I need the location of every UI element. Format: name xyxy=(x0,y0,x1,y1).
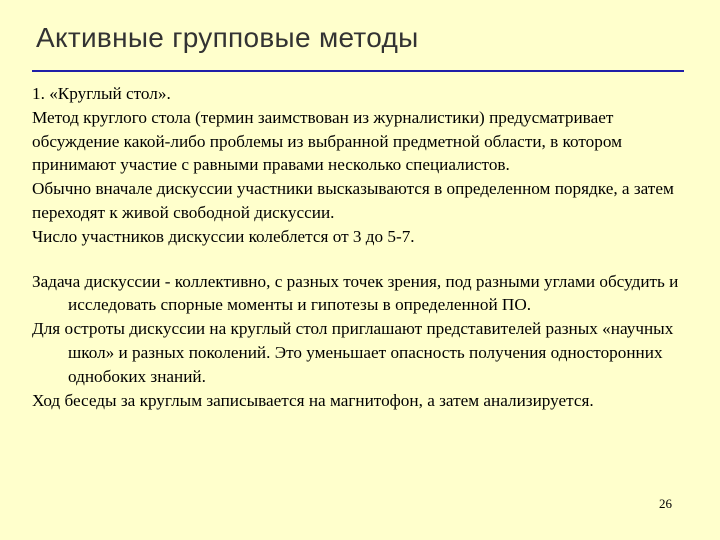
list-item: Ход беседы за круглым записывается на магнитофон, а затем анализируется. xyxy=(32,390,594,410)
body-paragraph: Обычно вначале дискуссии участники высказываются в определенном порядке, а затем переходят к живой свободной дискуссии. xyxy=(32,179,674,222)
list-item: Задача дискуссии - коллективно, с разных точек зрения, под разными углами обсудить и исследовать спорные моменты и гипотезы в определенной ПО. xyxy=(32,271,679,315)
page-number: 26 xyxy=(659,496,672,511)
slide-body xyxy=(32,82,692,412)
title-divider xyxy=(32,70,684,72)
body-paragraph: Число участников дискуссии колеблется от 3 до 5-7. xyxy=(32,226,415,246)
slide-title: Активные групповые методы xyxy=(36,22,419,53)
paragraph-gap xyxy=(32,249,692,270)
section-heading: 1. «Круглый стол». xyxy=(32,84,171,103)
list-item: Для остроты дискуссии на круглый стол приглашают представителей разных «научных школ» и разных поколений. Это уменьшает опасность получения односторонних однобоких знаний. xyxy=(32,319,674,386)
body-paragraph: Метод круглого стола (термин заимствован из журналистики) предусматривает обсуждение какой-либо проблемы из выбранной предметной области, в котором принимают участие с равными правами несколько специалистов. xyxy=(32,107,622,175)
